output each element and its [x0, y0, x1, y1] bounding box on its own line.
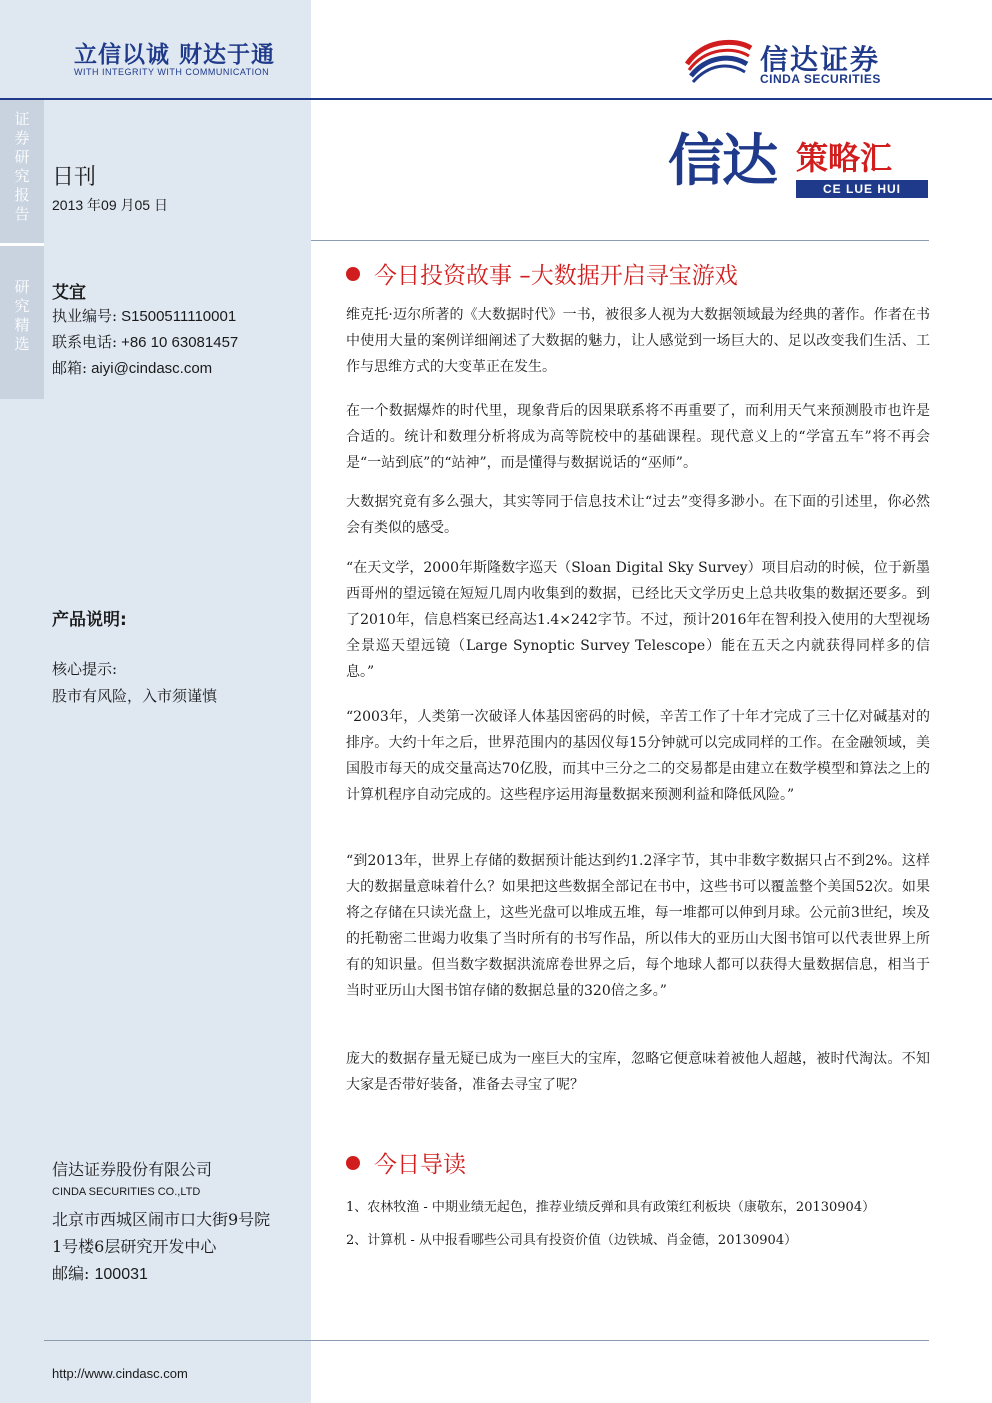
guide-item[interactable]: 2、计算机 - 从中报看哪些公司具有投资价值（边铁城、肖金德，20130904）: [346, 1233, 798, 1248]
analyst-license: [52, 305, 236, 326]
product-risk-warning: 股市有风险，入市须谨慎: [52, 687, 218, 705]
masthead-subtitle: CE LUE HUI: [796, 180, 928, 198]
content-divider: [311, 240, 929, 241]
company-name-english: CINDA SECURITIES CO.,LTD: [52, 1186, 201, 1198]
postcode-label: 邮编:: [52, 1264, 90, 1283]
analyst-phone: [52, 331, 238, 352]
body-paragraph: 维克托·迈尔所著的《大数据时代》一书，被很多人视为大数据领域最为经典的著作。作者在书中使用大量的案例详细阐述了大数据的魅力，让人感觉到一场巨大的、足以改变我们生活、工作与思维方式的大变革正在发生。: [346, 307, 930, 375]
slogan-english: WITH INTEGRITY WITH COMMUNICATION: [74, 67, 270, 77]
email-value: aiyi@cindasc.com: [91, 360, 213, 377]
vertical-tab-divider: [0, 243, 44, 246]
body-paragraph: “2003年，人类第一次破译人体基因密码的时候，辛苦工作了十年才完成了三十亿对碱基对的排序。大约十年之后，世界范围内的基因仪每15分钟就可以完成同样的工作。在金融领域，美国股市每天的成交量高达70亿股，而其中三分之二的交易都是由建立在数学模型和算法之上的计算机程序自动完成的。这些程序运用海量数据来预测利益和降低风险。”: [346, 709, 930, 803]
vertical-tab-research-report: 证 券 研 究 报 告: [14, 110, 30, 223]
phone-value: +86 10 63081457: [121, 334, 239, 351]
red-bullet-icon: [346, 1156, 360, 1170]
company-address-line1: 北京市西城区闹市口大街9号院: [52, 1210, 271, 1229]
header-divider: [0, 98, 992, 100]
body-paragraph: 庞大的数据存量无疑已成为一座巨大的宝库，忽略它便意味着被他人超越，被时代淘汰。不知大家是否带好装备，准备去寻宝了呢？: [346, 1051, 930, 1093]
analyst-name: 艾宜: [52, 283, 86, 303]
masthead-accent: 策略汇: [796, 139, 893, 177]
masthead-title: 信达: [668, 129, 776, 194]
body-paragraph: 大数据究竟有多么强大，其实等同于信息技术让“过去”变得多渺小。在下面的引述里，你必然会有类似的感受。: [346, 494, 930, 536]
company-website-link[interactable]: http://www.cindasc.com: [52, 1366, 188, 1381]
brand-name-chinese: 信达证券: [760, 43, 881, 76]
license-value: S1500511110001: [121, 308, 237, 325]
guide-item[interactable]: 1、农林牧渔 - 中期业绩无起色，推荐业绩反弹和具有政策红利板块（康敬东，20130904）: [346, 1200, 876, 1215]
body-paragraph: “到2013年，世界上存储的数据预计能达到约1.2泽字节，其中非数字数据只占不到2%。这样大的数据量意味着什么？如果把这些数据全部记在书中，这些书可以覆盖整个美国52次。如果将之存储在只读光盘上，这些光盘可以堆成五堆，每一堆都可以伸到月球。公元前3世纪，埃及的托勒密二世竭力收集了当时所有的书写作品，所以伟大的亚历山大图书馆可以代表世界上所有的知识量。但当数字数据洪流席卷世界之后，每个地球人都可以获得大量数据信息，相当于当时亚历山大图书馆存储的数据总量的320倍之多。”: [346, 853, 930, 999]
company-address-line2: 1号楼6层研究开发中心: [52, 1237, 217, 1256]
analyst-email: [52, 357, 212, 378]
company-name-chinese: 信达证券股份有限公司: [52, 1160, 213, 1179]
footer-divider: [44, 1340, 929, 1341]
license-label: 执业编号:: [52, 307, 118, 325]
section-investment-story: [346, 257, 738, 290]
body-paragraph: 在一个数据爆炸的时代里，现象背后的因果联系将不再重要了，而利用天气来预测股市也许是合适的。统计和数理分析将成为高等院校中的基础课程。现代意义上的“学富五车”将不再会是“一站到底”的“站神”，而是懂得与数据说话的“巫师”。: [346, 403, 930, 471]
red-bullet-icon: [346, 267, 360, 281]
body-paragraph: “在天文学，2000年斯隆数字巡天（Sloan Digital Sky Survey）项目启动的时候，位于新墨西哥州的望远镜在短短几周内收集到的数据，已经比天文学历史上总共收集的数据还要多。到了2010年，信息档案已经高达1.4×242字节。不过，预计2016年在智利投入使用的大型视场全景巡天望远镜（Large Synoptic Survey Telescope）能在五天之内就获得同样多的信息。”: [346, 560, 930, 680]
cinda-logo-icon: [683, 34, 755, 90]
section-title: 今日导读: [374, 1152, 466, 1178]
vertical-tab-research-selection: 研 究 精 选: [14, 278, 30, 353]
product-note-label: 核心提示:: [52, 660, 118, 678]
product-description-title: 产品说明:: [52, 610, 127, 630]
section-title: 今日投资故事 –大数据开启寻宝游戏: [374, 263, 738, 289]
brand-name-english: CINDA SECURITIES: [760, 72, 881, 86]
company-postcode: [52, 1261, 148, 1284]
postcode-value: 100031: [94, 1266, 148, 1283]
section-today-guide: [346, 1146, 466, 1179]
email-label: 邮箱:: [52, 359, 88, 377]
document-type: 日刊: [52, 165, 97, 190]
document-date: 2013 年09 月05 日: [52, 197, 168, 213]
slogan-chinese: 立信以诚 财达于通: [74, 42, 276, 68]
phone-label: 联系电话:: [52, 333, 118, 351]
